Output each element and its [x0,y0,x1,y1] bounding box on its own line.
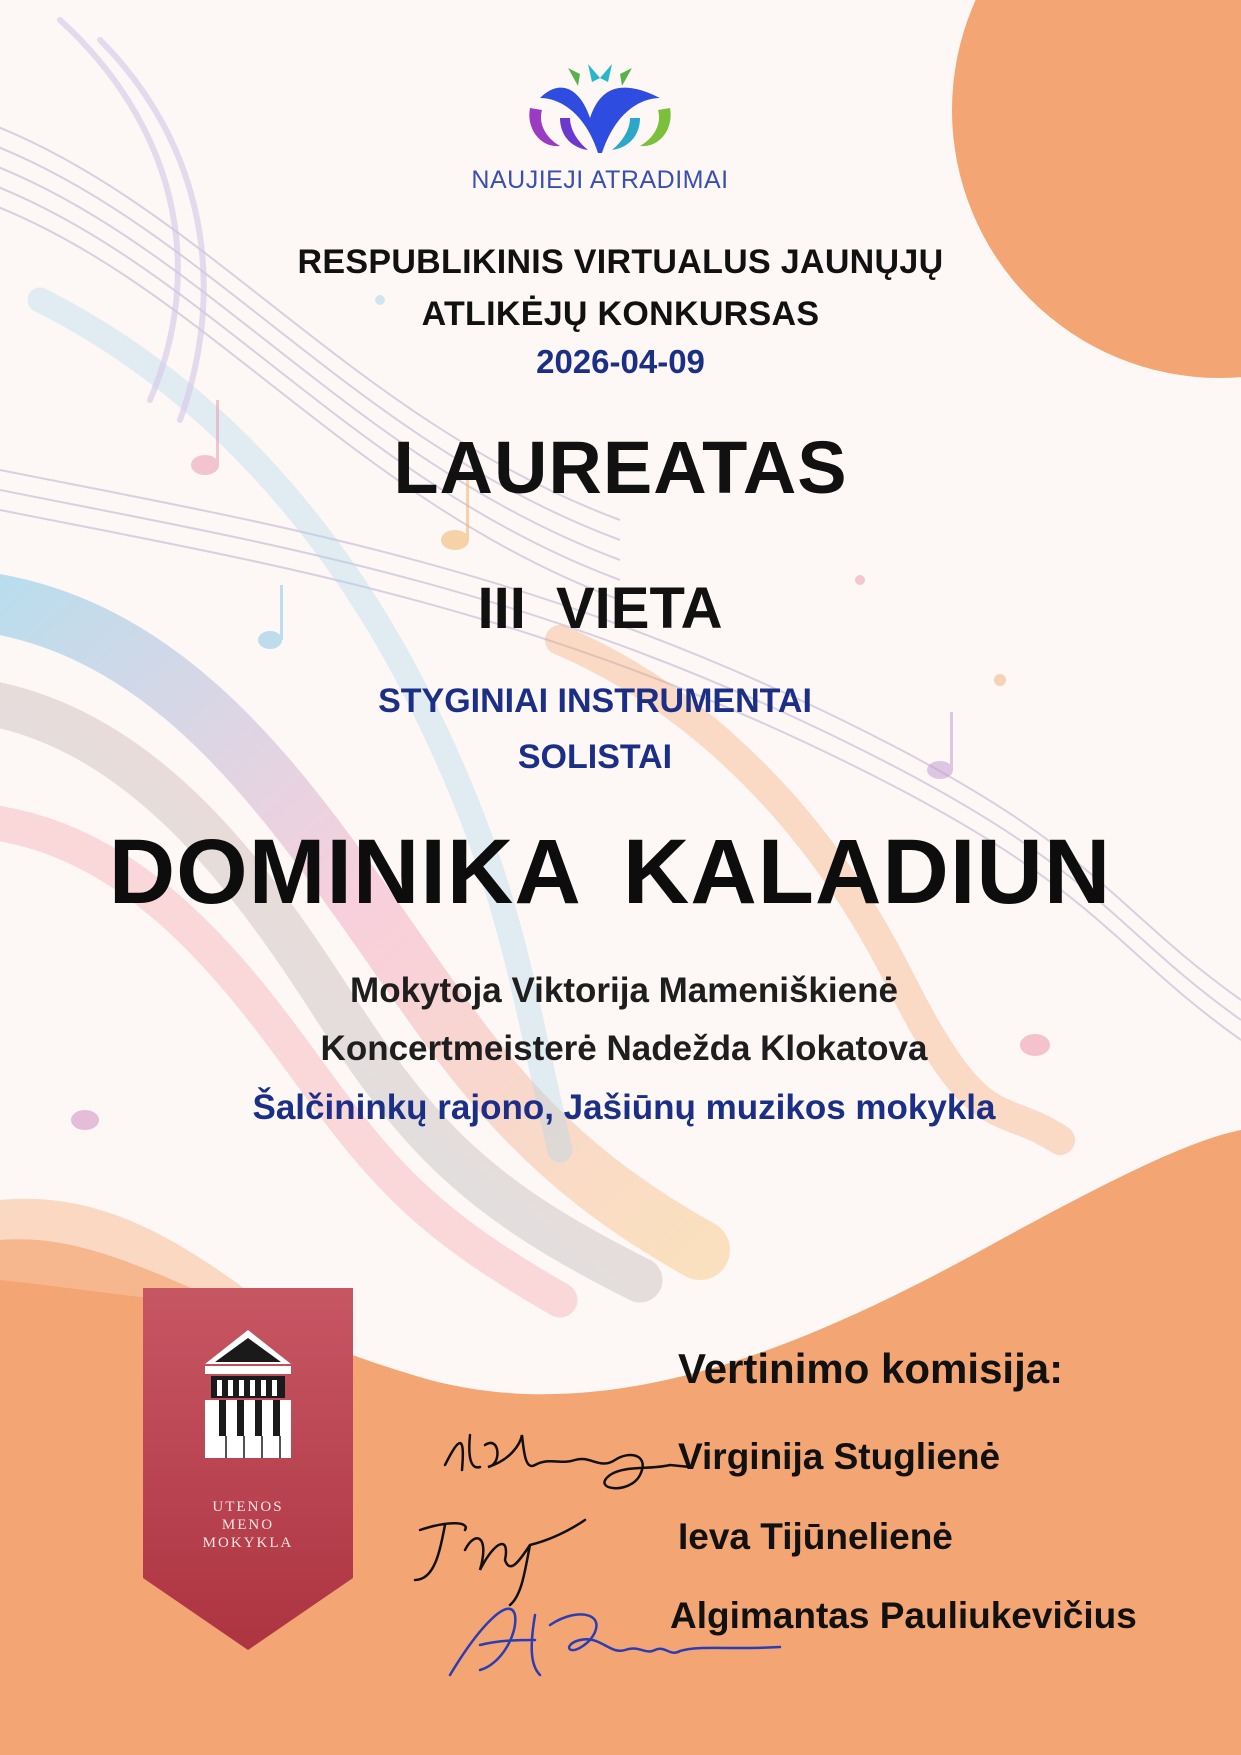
award-title: LAUREATAS [393,426,848,509]
contest-date: 2026-04-09 [536,343,705,380]
committee-member: Virginija Stuglienė [678,1436,1001,1477]
category-line2: SOLISTAI [517,738,673,776]
school-logo-line3: MOKYKLA [202,1535,294,1551]
award-place: III VIETA [477,576,723,641]
committee-member: Algimantas Pauliukevičius [670,1595,1137,1636]
committee-member: Ieva Tijūnelienė [678,1516,953,1557]
naujieji-atradimai-logo-icon [520,58,680,158]
logo-text: NAUJIEJI ATRADIMAI [471,166,729,194]
school-name: Šalčininkų rajono, Jašiūnų muzikos mokykla [252,1088,996,1127]
contest-title-line1: RESPUBLIKINIS VIRTUALUS JAUNŲJŲ [297,243,944,281]
recipient-name: DOMINIKA KALADIUN [108,821,1112,923]
school-logo-line2: MENO [221,1517,275,1533]
signature-1-icon [440,1415,700,1505]
accompanist-name: Koncertmeisterė Nadežda Klokatova [320,1029,928,1068]
utenos-meno-mokykla-logo-icon [143,1288,353,1650]
school-logo-line1: UTENOS [212,1499,284,1515]
teacher-name: Mokytoja Viktorija Mameniškienė [350,971,898,1010]
contest-title-line2: ATLIKĖJŲ KONKURSAS [421,295,820,333]
signature-3-icon [440,1585,800,1695]
committee-title: Vertinimo komisija: [678,1345,1064,1392]
category-line1: STYGINIAI INSTRUMENTAI [378,682,812,720]
